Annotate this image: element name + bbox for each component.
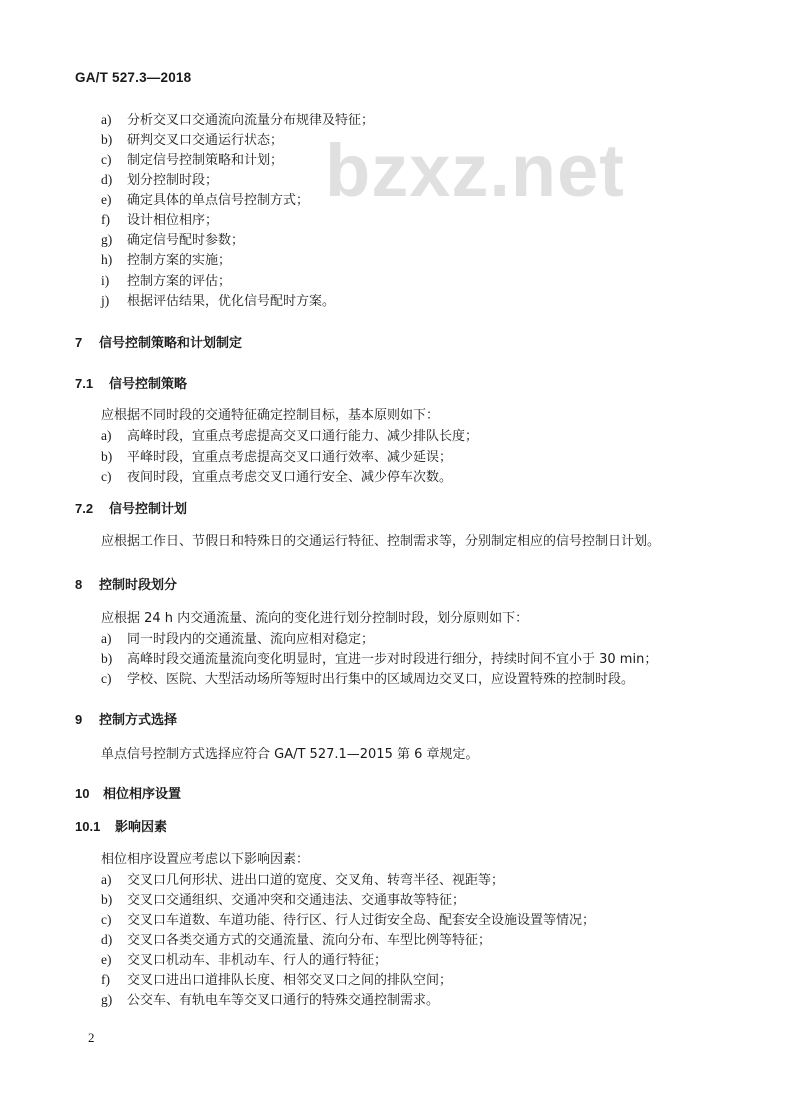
list-item [101,152,283,169]
list-text: 确定具体的单点信号控制方式； [127,193,310,209]
section-title: 信号控制计划 [109,502,188,518]
paragraph: 单点信号控制方式选择应符合 GA/T 527.1—2015 第 6 章规定。 [101,746,479,762]
section-number: 9 [75,712,83,727]
list-text: 确定信号配时参数； [127,233,245,249]
list-item [101,631,374,648]
list-item [101,952,387,969]
list-marker: b) [101,132,113,148]
list-item [101,872,504,889]
list-text: 高峰时段交通流量流向变化明显时，宜进一步对时段进行细分，持续时间不宜小于 30 min； [127,651,658,667]
list-marker: c) [101,671,112,686]
list-marker: i) [101,272,110,288]
list-marker: c) [101,911,112,927]
section-heading-7 [75,335,242,352]
section-number: 7.1 [75,375,94,391]
list-marker: a) [101,871,112,887]
list-item [101,252,231,269]
list-text: 交叉口车道数、车道功能、待行区、行人过街安全岛、配套安全设施设置等情况； [127,912,596,928]
list-item [101,273,231,290]
watermark: bzxz.net [325,129,625,212]
list-text: 公交车、有轨电车等交叉口通行的特殊交通控制需求。 [127,993,440,1008]
section-number: 7 [75,335,83,351]
list-marker: f) [101,212,110,228]
paragraph: 应根据工作日、节假日和特殊日的交通运行特征、控制需求等，分别制定相应的信号控制日计划。 [101,534,661,550]
section-title: 信号控制策略和计划制定 [99,336,243,352]
list-text: 交叉口各类交通方式的交通流量、流向分布、车型比例等特征； [127,932,492,948]
section-heading-10-1 [75,819,167,836]
list-text: 交叉口机动车、非机动车、行人的通行特征； [127,952,388,968]
section-number: 8 [75,577,83,593]
list-marker: j) [101,292,110,308]
list-text: 划分控制时段； [127,173,219,189]
list-marker: g) [101,992,113,1007]
list-marker: b) [101,448,113,464]
list-text: 交叉口几何形状、进出口道的宽度、交叉角、转弯半径、视距等； [127,872,505,888]
section-title: 控制方式选择 [99,713,178,728]
list-text: 分析交叉口交通流向流量分布规律及特征； [127,113,375,128]
section-number: 10.1 [75,818,101,834]
list-marker: b) [101,891,113,907]
list-item [101,232,244,249]
list-item [101,172,218,189]
list-item [101,428,478,445]
section-title: 影响因素 [115,819,168,835]
paragraph: 应根据 24 h 内交通流量、流向的变化进行划分控制时段，划分原则如下： [101,610,529,626]
paragraph: 应根据不同时段的交通特征确定控制目标，基本原则如下： [101,408,440,424]
list-marker: d) [101,172,113,188]
list-marker: e) [101,951,112,967]
list-text: 交叉口交通组织、交通冲突和交通违法、交通事故等特征； [127,892,466,908]
section-title: 相位相序设置 [103,786,182,802]
list-marker: d) [101,931,113,947]
list-text: 平峰时段，宜重点考虑提高交叉口通行效率、减少延误； [127,449,453,465]
list-item [101,912,595,929]
list-text: 控制方案的实施； [127,253,232,269]
list-item [101,992,439,1009]
list-item [101,132,283,149]
section-heading-7-1 [75,376,187,393]
list-marker: c) [101,152,112,168]
list-item [101,112,374,129]
list-item [101,972,452,989]
list-item [101,651,657,668]
list-marker: c) [101,468,112,484]
list-text: 控制方案的评估； [127,273,232,289]
list-marker: h) [101,252,113,268]
section-number: 7.2 [75,501,94,517]
list-marker: a) [101,112,112,127]
list-marker: b) [101,650,113,666]
list-item [101,671,634,688]
list-item [101,212,218,229]
list-marker: a) [101,428,112,444]
paragraph: 相位相序设置应考虑以下影响因素： [101,851,310,867]
list-marker: g) [101,232,113,248]
standard-code-header: GA/T 527.3—2018 [75,70,192,85]
page-number: 2 [88,1030,95,1045]
section-heading-8 [75,577,177,594]
section-title: 控制时段划分 [99,578,178,594]
list-item [101,293,335,310]
list-text: 制定信号控制策略和计划； [127,153,284,169]
section-heading-7-2 [75,501,187,518]
list-text: 高峰时段，宜重点考虑提高交叉口通行能力、减少排队长度； [127,429,479,445]
section-heading-9 [75,712,177,729]
list-item [101,892,465,909]
list-text: 根据评估结果，优化信号配时方案。 [127,293,336,309]
list-item [101,469,452,486]
list-text: 交叉口进出口道排队长度、相邻交叉口之间的排队空间； [127,972,453,988]
list-item [101,449,452,466]
list-marker: e) [101,192,112,208]
section-heading-10 [75,786,181,803]
list-item [101,192,309,209]
list-text: 学校、医院、大型活动场所等短时出行集中的区域周边交叉口，应设置特殊的控制时段。 [127,672,635,687]
list-item [101,932,491,949]
list-text: 研判交叉口交通运行状态； [127,133,284,149]
list-text: 同一时段内的交通流量、流向应相对稳定； [127,631,375,647]
list-text: 设计相位相序； [127,213,219,229]
list-marker: a) [101,630,112,646]
list-text: 夜间时段，宜重点考虑交叉口通行安全、减少停车次数。 [127,469,453,485]
section-title: 信号控制策略 [109,376,188,392]
list-marker: f) [101,971,110,987]
section-number: 10 [75,785,90,801]
